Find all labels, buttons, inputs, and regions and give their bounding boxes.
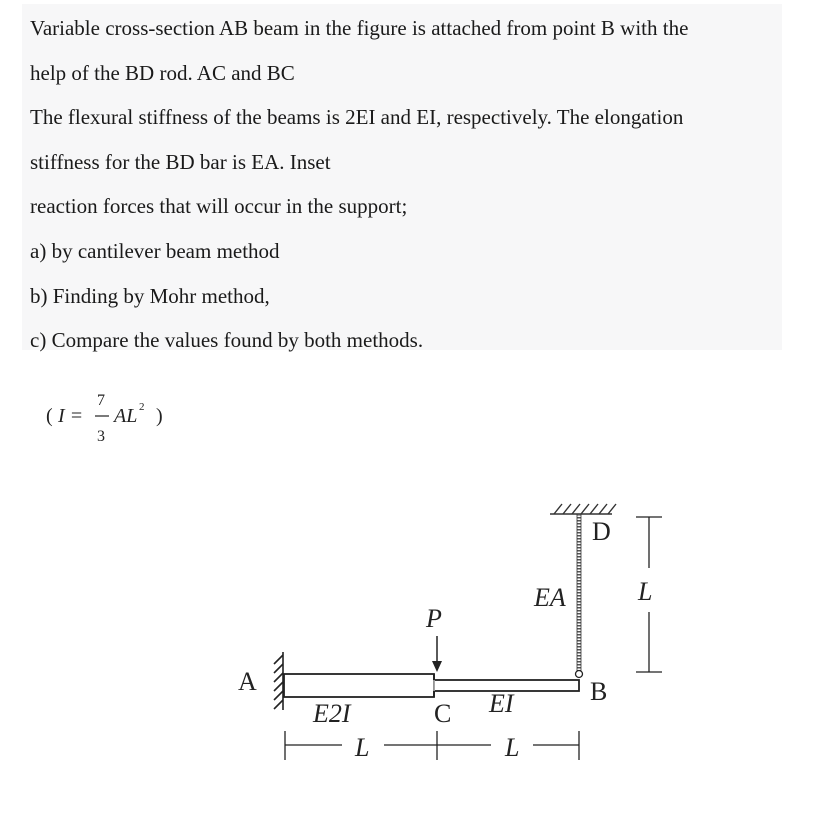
fixed-support-a [274,652,283,710]
moment-of-inertia-formula [46,392,163,445]
part-a: a) by cantilever beam method [30,239,280,263]
label-d: D [592,517,611,546]
formula-open-paren: ( [46,405,53,427]
label-l-vertical: L [638,577,653,606]
ceiling-support [550,504,616,514]
formula-lhs: I = [58,405,84,427]
bd-rod [577,514,581,672]
label-l-left: L [355,733,370,762]
pin-joint-b [576,671,583,678]
label-e2i: E2I [313,699,351,728]
formula-numerator: 7 [97,392,105,409]
formula-term: AL [114,405,138,427]
label-a: A [238,667,257,696]
part-c: c) Compare the values found by both methods. [30,328,424,352]
label-l-right: L [505,733,520,762]
formula-close-paren: ) [156,405,163,427]
label-ei: EI [489,689,514,718]
label-ea: EA [534,583,566,612]
problem-line-3: The flexural stiffness of the beams is 2EI and EI, respectively. The elongation [30,105,684,129]
label-b: B [590,677,608,706]
part-b: b) Finding by Mohr method, [30,284,270,308]
beam-ac-2ei [284,674,434,697]
load-p-arrow [432,636,442,672]
problem-line-5: reaction forces that will occur in the support; [30,194,408,218]
formula-denominator: 3 [97,428,105,445]
label-p: P [426,604,442,633]
span-dimension [285,731,579,760]
formula-exponent: 2 [139,401,145,413]
problem-line-1: Variable cross-section AB beam in the figure is attached from point B with the [30,16,689,40]
problem-line-4: stiffness for the BD bar is EA. Inset [30,150,331,174]
label-c: C [434,699,452,728]
problem-line-2: help of the BD rod. AC and BC [30,61,295,85]
